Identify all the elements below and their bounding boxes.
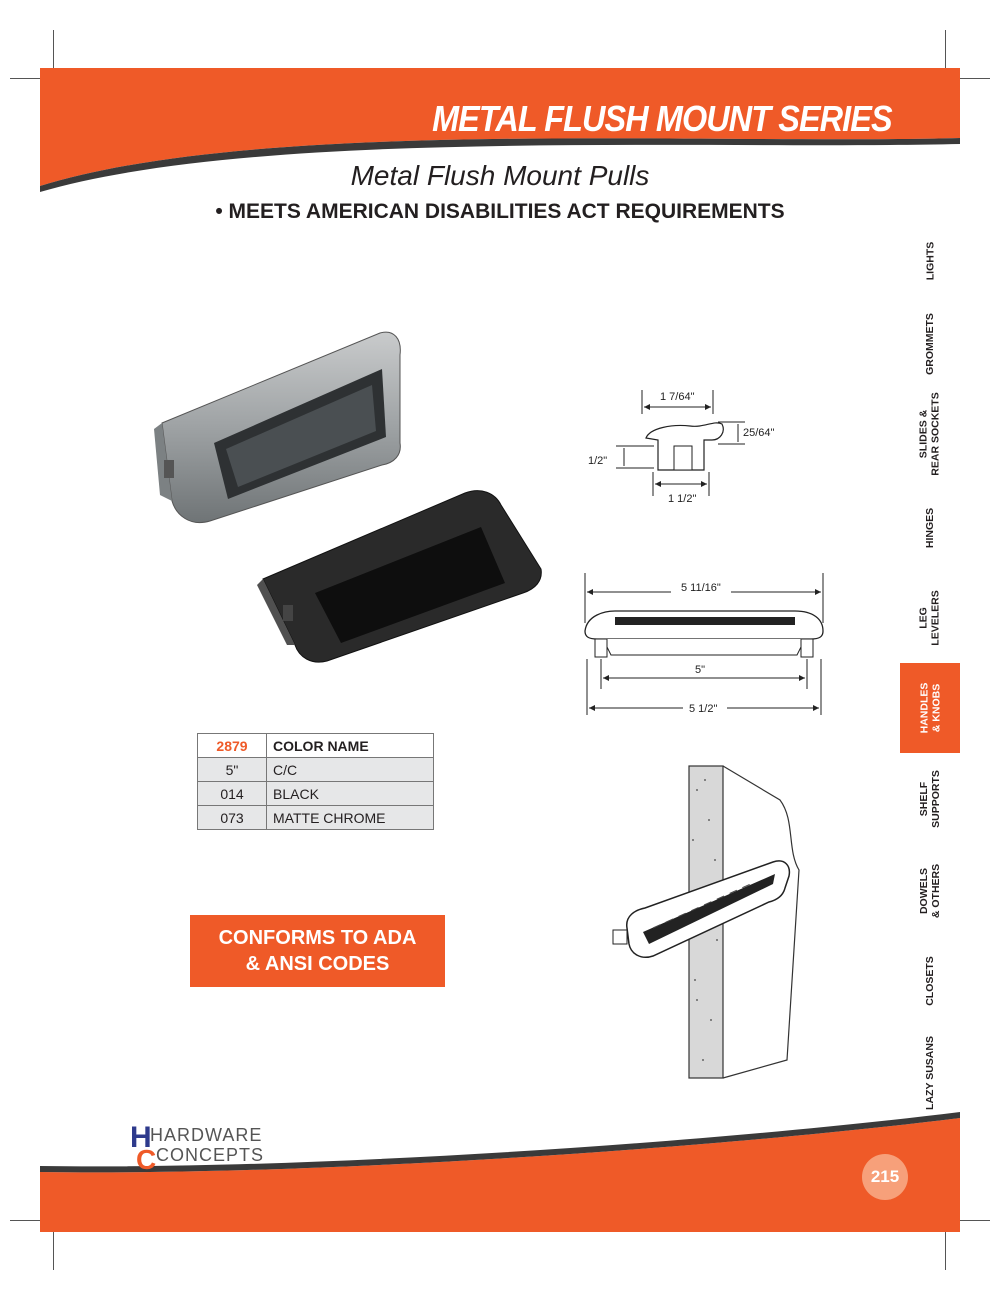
ada-requirement: • MEETS AMERICAN DISABILITIES ACT REQUIREMENTS <box>215 200 785 223</box>
table-row: 5" C/C <box>198 758 434 782</box>
tab-shelf-supports[interactable]: SHELF SUPPORTS <box>917 770 942 828</box>
column-header: COLOR NAME <box>267 734 434 758</box>
installation-illustration <box>605 760 830 1085</box>
black-pull-photo <box>255 485 550 665</box>
svg-text:C: C <box>136 1144 157 1171</box>
table-row: 014 BLACK <box>198 782 434 806</box>
tab-closets[interactable]: CLOSETS <box>924 956 936 1006</box>
crop-mark <box>945 1232 946 1270</box>
model-number: 2879 <box>198 734 267 758</box>
tab-lazy-susans[interactable]: LAZY SUSANS <box>924 1036 936 1110</box>
page-subtitle: Metal Flush Mount Pulls <box>350 160 650 191</box>
series-title: METAL FLUSH MOUNT SERIES <box>432 98 892 139</box>
svg-text:H: H <box>130 1123 152 1154</box>
table-header-row <box>198 734 434 758</box>
dim-overall-bottom: 5 1/2" <box>689 703 718 715</box>
ada-compliance-badge: CONFORMS TO ADA & ANSI CODES <box>190 915 445 987</box>
dim-height-left: 1/2" <box>588 455 608 467</box>
tab-dowels[interactable]: DOWELS & OTHERS <box>917 863 942 919</box>
spec-table <box>197 733 434 830</box>
tab-slides[interactable]: SLIDES & REAR SOCKETS <box>918 392 942 476</box>
crop-mark <box>53 1232 54 1270</box>
dim-height-right: 25/64" <box>743 427 775 439</box>
dim-width-top: 1 7/64" <box>660 391 695 403</box>
table-row: 073 MATTE CHROME <box>198 806 434 830</box>
dim-center-to-center: 5" <box>695 664 706 676</box>
hardware-concepts-logo: H C HARDWARE CONCEPTS <box>130 1123 260 1176</box>
cross-section-diagram <box>580 378 780 508</box>
dim-width-bottom: 1 1/2" <box>668 493 697 505</box>
tab-hinges[interactable]: HINGES <box>923 507 936 549</box>
tab-handles-knobs[interactable]: HANDLES & KNOBS <box>900 663 960 753</box>
page-number: 215 <box>862 1154 908 1200</box>
dim-overall-top: 5 11/16" <box>681 582 721 594</box>
side-view-diagram <box>575 565 835 730</box>
tab-leg-levelers[interactable]: LEG LEVELERS <box>918 590 942 646</box>
tab-lights[interactable]: LIGHTS <box>924 241 936 281</box>
tab-grommets[interactable]: GROMMETS <box>924 313 936 375</box>
